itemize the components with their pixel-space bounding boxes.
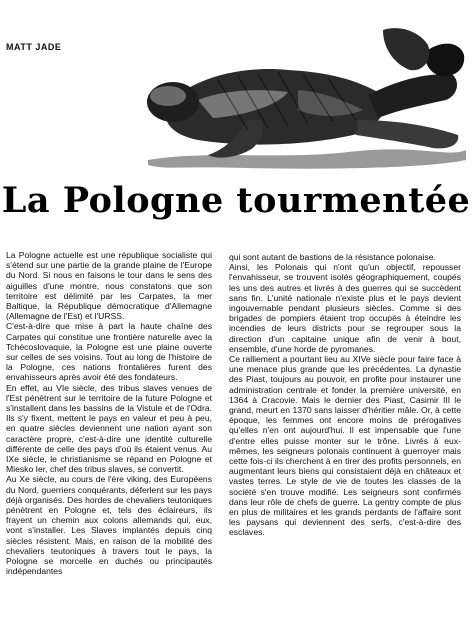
paragraph: C'est-à-dire que mise à part la haute chaîne des Carpates qui constitue une frontière naturelle avec la Tchécoslovaquie, la Pologne est une plaine ouverte sur celles de ses voisins. Tout au long de l'histoire de la Pologne, ces nations frontalières furent des envahisseurs après avoir été des fondateurs. — [6, 321, 212, 383]
article-title: La Pologne tourmentée — [1, 180, 471, 221]
fallen-soldier-illustration — [128, 10, 468, 175]
right-column — [229, 252, 461, 538]
left-column — [6, 250, 212, 577]
author-byline: MATT JADE — [6, 42, 62, 52]
paragraph: La Pologne actuelle est une république socialiste qui s'étend sur une partie de la grande plaine de l'Europe du Nord. Si nous en faisons le tour dans le sens des aiguilles d'une montre, nous constatons que son territoire est délimité par les Carpates, la mer Baltique, la République démocratique d'Allemagne (Allemagne de l'Est) et l'URSS. — [6, 250, 212, 322]
paragraph: En effet, au VIe siècle, des tribus slaves venues de l'Est pénètrent sur le territoire de la future Pologne et s'installent dans les bassins de la Vistule et de l'Odra. Ils s'y fixent, mettent le pays en valeur et peu à peu, en quatre siècles deviennent une nation ayant son caractère propre, c'est-à-dire une identité culturelle différente de celle des pays d'où ils étaient venus. Au IXe siècle, le christianisme se répand en Pologne et Miesko Ier, chef des tribus slaves, se convertit. — [6, 382, 212, 475]
paragraph: Ce ralliement a pourtant lieu au XIVe siècle pour faire face à une menace plus grande que les précédentes. La dynastie des Piast, toujours au pouvoir, en profite pour instaurer une administration centrale et fonder la première université, en 1364 à Cracovie. Mais le dernier des Piast, Casimir III le grand, meurt en 1370 sans laisser d'héritier mâle. Or, à cette époque, les femmes ont encore moins de prérogatives qu'elles n'en ont aujourd'hui. Il est impensable que l'une d'entre elles puisse monter sur le trône. Livrés à eux-mêmes, les seigneurs polonais continuent à guerroyer mais cette fois-ci ils cherchent à en tirer des profits personnels, en augmentant leurs biens qui consistaient déjà en châteaux et vastes terres. Le style de vie de toutes les classes de la société s'en trouve modifié. Les seigneurs sont confirmés dans leur rôle de chefs de guerre. La gentry compte de plus en plus de militaires et les grands perdants de l'affaire sont les paysans qui deviennent des serfs, c'est-à-dire des esclaves. — [229, 354, 461, 538]
paragraph: Ainsi, les Polonais qui n'ont qu'un objectif, repousser l'envahisseur, se trouvent isolés géographiquement, coupés les uns des autres et livrés à des guerres qui se succèdent sans fin. L'unité nationale n'existe plus et le pays devient ingouvernable pendant plusieurs siècles. Comme si des brigades de pompiers étaient trop occupés à éteindre les incendies de leurs districts pour se regrouper sous la direction d'un capitaine unique afin de venir à bout, ensemble, d'une horde de pyromanes. — [229, 262, 461, 354]
paragraph: qui sont autant de bastions de la résistance polonaise. — [229, 252, 436, 262]
paragraph: Au Xe siècle, au cours de l'ère viking, des Européens du Nord, guerriers conquérants, déferlent sur les pays déjà organisés. Des hordes de chevaliers teutoniques pénètrent en Pologne et, tels des éclaireurs, ils frayent un chemin aux colons allemands qui, eux, vont s'installer. Les Slaves implantés depuis cinq siècles résistent. Mais, en raison de la mobilité des chevaliers teutoniques à travers tout le pays, la Pologne se morcelle en duchés ou principautés indépendantes — [6, 474, 212, 577]
